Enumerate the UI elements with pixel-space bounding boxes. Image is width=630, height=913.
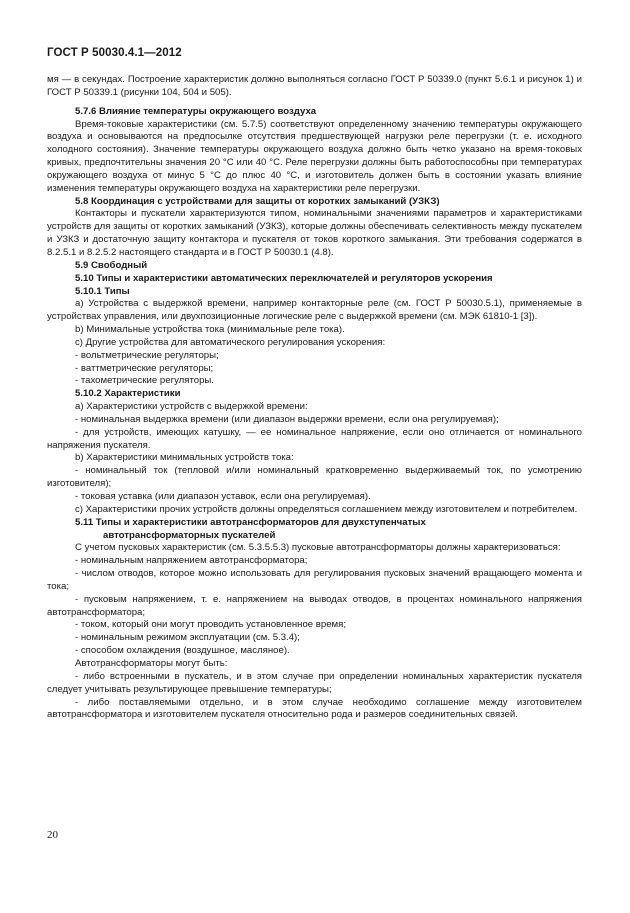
heading-5-10-2: 5.10.2 Характеристики [75, 388, 181, 400]
list-item: - числом отводов, которое можно использовать для регулирования пусковых значений вращающего момента и тока; [47, 568, 582, 592]
paragraph-item-c: с) Характеристики прочих устройств должны определяться соглашением между изготовителем и потребителем. [75, 503, 578, 515]
heading-5-8: 5.8 Координация с устройствами для защиты от коротких замыканий (УЗКЗ) [75, 195, 440, 207]
paragraph-temperature: Время-токовые характеристики (см. 5.7.5) соответствуют определенному значению температуры окружающего воздуха и основываются на предпосылке отсутствия предшествующей нагрузки реле перегрузки (т. е. исходного холодного состояния). Значение температуры окружающего воздуха должно быть четко указано на время-токовых кривых, предпочтительны значения 20 °С или 40 °С. Реле перегрузки должны быть работоспособны при температурах окружающего воздуха от минус 5 °С до плюс 40 °С, и изготовитель должен быть в состоянии указать влияние изменения температуры окружающего воздуха на характеристики реле перегрузки. [47, 118, 582, 194]
paragraph-autotransformer-types: Автотрансформаторы могут быть: [75, 657, 228, 669]
list-item: - тахометрические регуляторы. [75, 375, 214, 387]
list-item: - пусковым напряжением, т. е. напряжением на выводах отводов, в процентах номинального напряжения автотрансформатора; [47, 593, 582, 618]
heading-5-11: 5.11 Типы и характеристики автотрансформаторов для двухступенчатых [75, 516, 426, 528]
paragraph-item-b: b) Минимальные устройства тока (минимальные реле тока). [75, 324, 345, 336]
list-item: - номинальным напряжением автотрансформатора; [75, 555, 308, 567]
list-item: - номинальный ток (тепловой и/или номинальный кратковременно выдерживаемый ток, по усмотрению изготовителя); [47, 465, 582, 490]
document-header: ГОСТ Р 50030.4.1—2012 [47, 47, 182, 59]
heading-5-11-continued: автотрансформаторных пускателей [103, 529, 276, 541]
heading-5-10: 5.10 Типы и характеристики автоматических переключателей и регуляторов ускорения [75, 272, 493, 284]
list-item: - ваттметрические регуляторы; [75, 362, 214, 374]
list-item: - токовая уставка (или диапазон уставок, если она регулируемая). [75, 491, 371, 502]
paragraph-coordination: Контакторы и пускатели характеризуются типом, номинальными значениями параметров и характеристиками устройств для защиты от коротких замыканий (УЗКЗ), которые должны обеспечивать селективность между пускателем и УЗКЗ и достаточную защиту контактора и пускателя от токов короткого замыкания. Эти требования содержатся в 8.2.5.1 и 8.2.5.2 настоящего стандарта и в ГОСТ Р 50030.1 (4.8). [47, 208, 582, 258]
list-item: - номинальная выдержка времени (или диапазон выдержки времени, если она регулируемая); [75, 413, 499, 425]
paragraph-item-b: b) Характеристики минимальных устройств тока: [75, 452, 294, 464]
paragraph-item-a: а) Устройства с выдержкой времени, например контакторные реле (см. ГОСТ Р 50030.5.1), применяемые в устройствах управления, или двухпозиционные логические реле с выдержкой времени (см. МЭК 61810-1 [3]). [47, 298, 582, 323]
page-number: 20 [47, 829, 58, 841]
list-item: - либо встроенными в пускатель, и в этом случае при определении номинальных характеристик пускателя следует учитывать результирующее превышение температуры; [47, 670, 582, 695]
paragraph-item-a: а) Характеристики устройств с выдержкой времени: [75, 401, 308, 413]
list-item: - вольтметрические регуляторы; [75, 349, 219, 361]
list-item: - номинальным режимом эксплуатации (см. 5.3.4); [75, 632, 300, 644]
list-item: - либо поставляемыми отдельно, и в этом случае необходимо соглашение между изготовителем автотрансформатора и изготовителем пускателя относительно рода и размеров соединительных связей. [47, 696, 582, 721]
paragraph-item-c: с) Другие устройства для автоматического регулирования ускорения: [75, 336, 386, 348]
paragraph-autotransformer: С учетом пусковых характеристик (см. 5.3.5.5.3) пусковые автотрансформаторы должны характеризоваться: [75, 542, 561, 554]
heading-5-9: 5.9 Свободный [75, 259, 148, 271]
list-item: - для устройств, имеющих катушку, — ее номинальное напряжение, если оно отличается от номинального напряжения пускателя. [47, 426, 582, 451]
paragraph-continuation: мя — в секундах. Построение характеристик должно выполняться согласно ГОСТ Р 50339.0 (пункт 5.6.1 и рисунок 1) и ГОСТ Р 50339.1 (рисунки 104, 504 и 505). [47, 74, 582, 98]
document-body [47, 74, 582, 722]
list-item: - способом охлаждения (воздушное, масляное). [75, 645, 290, 657]
heading-5-10-1: 5.10.1 Типы [75, 285, 130, 297]
heading-5-7-6: 5.7.6 Влияние температуры окружающего воздуха [75, 105, 317, 117]
list-item: - током, который они могут проводить установленное время; [75, 619, 347, 631]
